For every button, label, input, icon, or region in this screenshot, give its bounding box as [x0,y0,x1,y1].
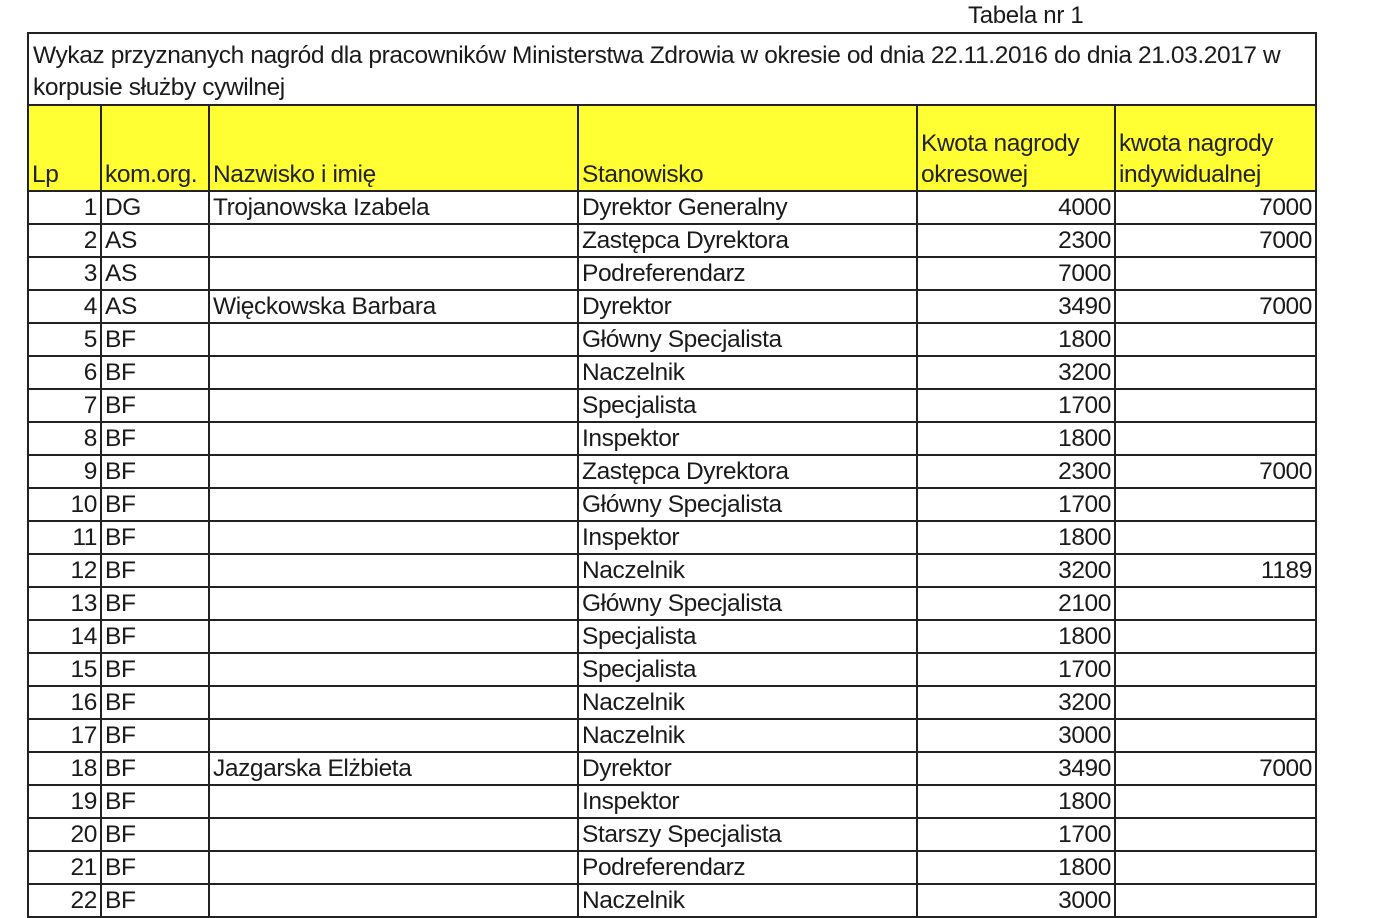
cell-lp: 4 [29,290,101,323]
cell-periodic-award: 1800 [917,422,1115,455]
cell-org: BF [101,521,209,554]
cell-lp: 18 [29,752,101,785]
table-row [29,191,1315,224]
cell-periodic-award: 3200 [917,356,1115,389]
awards-table [29,106,1315,918]
cell-periodic-award: 1700 [917,488,1115,521]
cell-name: Trojanowska Izabela [209,191,578,224]
cell-individual-award: 7000 [1115,455,1315,488]
cell-lp: 16 [29,686,101,719]
cell-position: Inspektor [578,785,917,818]
table-row [29,785,1315,818]
cell-position: Specjalista [578,389,917,422]
table-row [29,884,1315,917]
cell-org: BF [101,686,209,719]
cell-name [209,719,578,752]
cell-individual-award: 1189 [1115,554,1315,587]
cell-lp: 21 [29,851,101,884]
cell-position: Inspektor [578,422,917,455]
cell-individual-award [1115,785,1315,818]
cell-org: DG [101,191,209,224]
cell-org: BF [101,653,209,686]
table-row [29,521,1315,554]
cell-lp: 22 [29,884,101,917]
table-row [29,587,1315,620]
cell-periodic-award: 1800 [917,323,1115,356]
cell-position: Starszy Specjalista [578,818,917,851]
cell-name [209,389,578,422]
cell-individual-award [1115,884,1315,917]
cell-position: Specjalista [578,620,917,653]
table-row [29,224,1315,257]
cell-lp: 11 [29,521,101,554]
cell-position: Dyrektor Generalny [578,191,917,224]
cell-lp: 20 [29,818,101,851]
cell-org: AS [101,290,209,323]
cell-org: BF [101,356,209,389]
table-number-label: Tabela nr 1 [968,2,1084,29]
table-row [29,620,1315,653]
cell-individual-award [1115,818,1315,851]
cell-individual-award [1115,356,1315,389]
cell-individual-award [1115,686,1315,719]
table-row [29,389,1315,422]
cell-position: Naczelnik [578,719,917,752]
table-row [29,752,1315,785]
cell-org: BF [101,389,209,422]
cell-name [209,686,578,719]
cell-position: Dyrektor [578,752,917,785]
cell-individual-award [1115,587,1315,620]
cell-org: BF [101,554,209,587]
cell-org: AS [101,257,209,290]
cell-periodic-award: 3490 [917,290,1115,323]
cell-org: BF [101,752,209,785]
cell-org: BF [101,455,209,488]
cell-position: Naczelnik [578,686,917,719]
cell-lp: 8 [29,422,101,455]
cell-lp: 17 [29,719,101,752]
cell-position: Główny Specjalista [578,488,917,521]
cell-lp: 13 [29,587,101,620]
table-row [29,488,1315,521]
table-row [29,554,1315,587]
cell-position: Główny Specjalista [578,587,917,620]
cell-org: BF [101,719,209,752]
table-row [29,356,1315,389]
cell-org: BF [101,587,209,620]
cell-name: Jazgarska Elżbieta [209,752,578,785]
table-row [29,686,1315,719]
cell-position: Naczelnik [578,356,917,389]
header-periodic-award: Kwota nagrody okresowej [917,106,1115,191]
cell-lp: 9 [29,455,101,488]
cell-individual-award: 7000 [1115,224,1315,257]
cell-name [209,422,578,455]
header-individual-award: kwota nagrody indywidualnej [1115,106,1315,191]
cell-org: BF [101,884,209,917]
cell-periodic-award: 1800 [917,785,1115,818]
cell-position: Inspektor [578,521,917,554]
cell-lp: 14 [29,620,101,653]
cell-periodic-award: 2100 [917,587,1115,620]
header-org: kom.org. [101,106,209,191]
cell-lp: 10 [29,488,101,521]
cell-name [209,653,578,686]
cell-lp: 6 [29,356,101,389]
cell-org: BF [101,785,209,818]
table-row [29,257,1315,290]
cell-position: Podreferendarz [578,257,917,290]
table-row [29,851,1315,884]
cell-individual-award: 7000 [1115,752,1315,785]
cell-individual-award [1115,851,1315,884]
cell-lp: 12 [29,554,101,587]
cell-position: Zastępca Dyrektora [578,455,917,488]
cell-periodic-award: 1700 [917,389,1115,422]
cell-periodic-award: 7000 [917,257,1115,290]
cell-org: BF [101,323,209,356]
cell-lp: 15 [29,653,101,686]
cell-position: Zastępca Dyrektora [578,224,917,257]
table-row [29,422,1315,455]
cell-name [209,620,578,653]
cell-org: BF [101,422,209,455]
cell-periodic-award: 3000 [917,884,1115,917]
cell-org: AS [101,224,209,257]
cell-individual-award [1115,389,1315,422]
cell-lp: 1 [29,191,101,224]
cell-position: Naczelnik [578,554,917,587]
cell-individual-award [1115,521,1315,554]
cell-individual-award [1115,422,1315,455]
cell-individual-award [1115,488,1315,521]
cell-name [209,257,578,290]
cell-name [209,521,578,554]
cell-periodic-award: 1800 [917,851,1115,884]
table-row [29,323,1315,356]
cell-periodic-award: 3200 [917,554,1115,587]
cell-periodic-award: 4000 [917,191,1115,224]
cell-periodic-award: 1800 [917,620,1115,653]
cell-name [209,785,578,818]
cell-lp: 19 [29,785,101,818]
cell-individual-award: 7000 [1115,191,1315,224]
cell-name [209,323,578,356]
table-row [29,818,1315,851]
cell-periodic-award: 1800 [917,521,1115,554]
cell-org: BF [101,851,209,884]
table-row [29,455,1315,488]
cell-periodic-award: 3490 [917,752,1115,785]
cell-periodic-award: 3000 [917,719,1115,752]
cell-name [209,488,578,521]
cell-individual-award [1115,323,1315,356]
cell-individual-award [1115,653,1315,686]
cell-periodic-award: 1700 [917,653,1115,686]
cell-position: Dyrektor [578,290,917,323]
header-position: Stanowisko [578,106,917,191]
cell-org: BF [101,488,209,521]
cell-position: Naczelnik [578,884,917,917]
cell-org: BF [101,620,209,653]
header-name: Nazwisko i imię [209,106,578,191]
cell-position: Specjalista [578,653,917,686]
cell-individual-award [1115,719,1315,752]
cell-position: Podreferendarz [578,851,917,884]
cell-position: Główny Specjalista [578,323,917,356]
cell-lp: 5 [29,323,101,356]
header-row [29,106,1315,191]
cell-individual-award [1115,620,1315,653]
cell-name [209,587,578,620]
cell-name [209,851,578,884]
cell-name [209,455,578,488]
cell-name [209,554,578,587]
cell-individual-award [1115,257,1315,290]
header-lp: Lp [29,106,101,191]
cell-name [209,224,578,257]
cell-individual-award: 7000 [1115,290,1315,323]
cell-lp: 7 [29,389,101,422]
table-title: Wykaz przyznanych nagród dla pracowników Ministerstwa Zdrowia w okresie od dnia 22.11.2016 do dnia 21.03.2017 w korpusie służby cywilnej [29,34,1315,106]
cell-lp: 2 [29,224,101,257]
table-row [29,719,1315,752]
cell-name: Więckowska Barbara [209,290,578,323]
cell-lp: 3 [29,257,101,290]
cell-periodic-award: 3200 [917,686,1115,719]
cell-periodic-award: 1700 [917,818,1115,851]
cell-name [209,356,578,389]
cell-name [209,884,578,917]
table-row [29,290,1315,323]
cell-periodic-award: 2300 [917,224,1115,257]
cell-periodic-award: 2300 [917,455,1115,488]
cell-org: BF [101,818,209,851]
cell-name [209,818,578,851]
awards-document [27,32,1317,918]
table-row [29,653,1315,686]
